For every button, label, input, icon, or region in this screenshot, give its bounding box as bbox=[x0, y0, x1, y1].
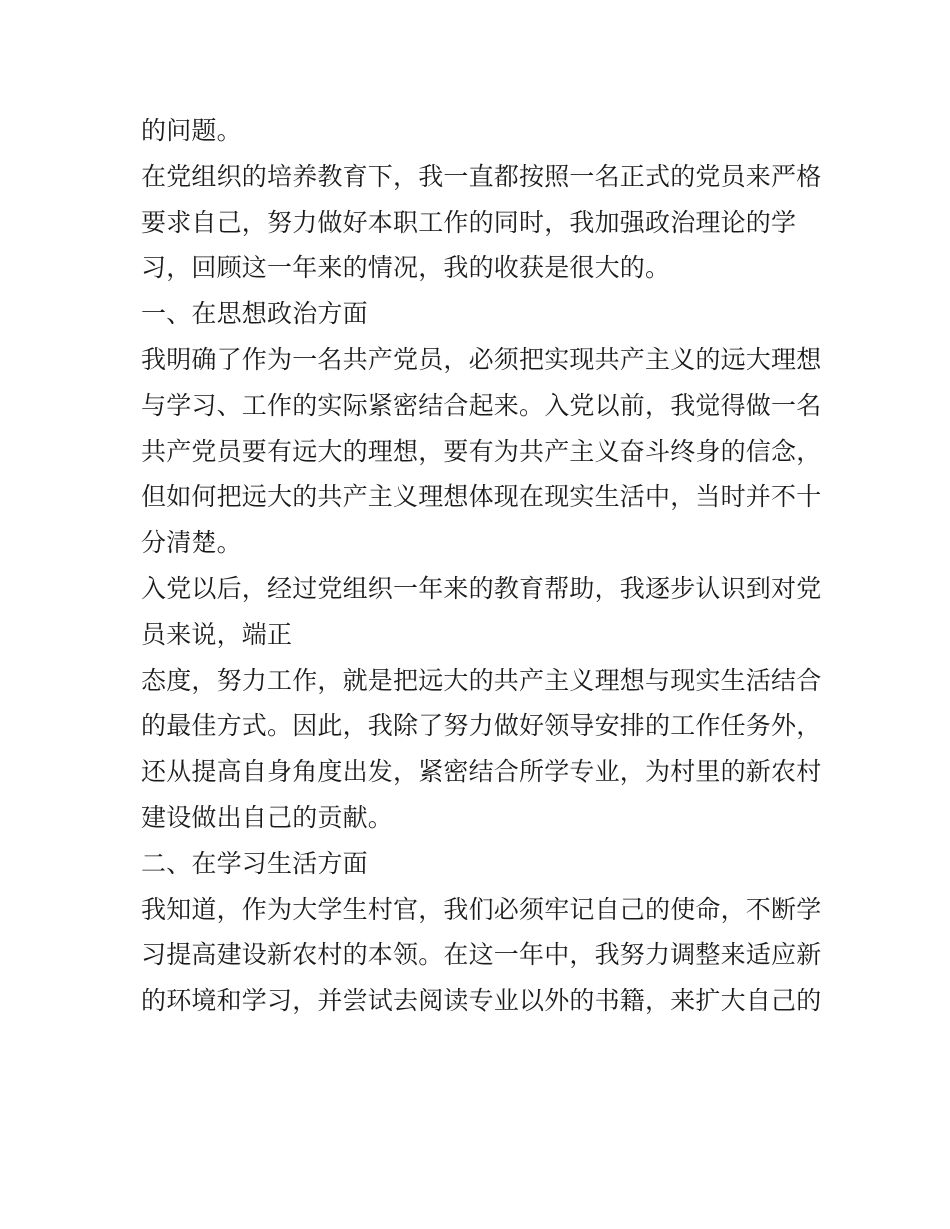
text-line: 还从提高自身角度出发，紧密结合所学专业，为村里的新农村 bbox=[141, 757, 822, 787]
section-heading: 二、在学习生活方面 bbox=[141, 848, 368, 878]
text-line: 建设做出自己的贡献。 bbox=[141, 802, 394, 832]
text-line: 的问题。 bbox=[141, 116, 242, 145]
text-line: 我明确了作为一名共产党员，必须把实现共产主义的远大理想 bbox=[141, 344, 822, 374]
text-line: 的最佳方式。因此，我除了努力做好领导安排的工作任务外， bbox=[141, 711, 822, 741]
text-line: 共产党员要有远大的理想，要有为共产主义奋斗终身的信念， bbox=[141, 436, 822, 466]
text-line: 的环境和学习，并尝试去阅读专业以外的书籍，来扩大自己的 bbox=[141, 986, 822, 1016]
text-line: 态度，努力工作，就是把远大的共产主义理想与现实生活结合 bbox=[141, 665, 822, 695]
section-heading: 一、在思想政治方面 bbox=[141, 299, 368, 329]
text-line: 员来说，端正 bbox=[141, 619, 293, 649]
text-line: 分清楚。 bbox=[141, 528, 242, 558]
text-line: 习提高建设新农村的本领。在这一年中，我努力调整来适应新 bbox=[141, 940, 822, 970]
text-line: 与学习、工作的实际紧密结合起来。入党以前，我觉得做一名 bbox=[141, 390, 822, 420]
text-line: 我知道，作为大学生村官，我们必须牢记自己的使命，不断学 bbox=[141, 894, 822, 924]
body-text bbox=[141, 108, 821, 1024]
text-line: 入党以后，经过党组织一年来的教育帮助，我逐步认识到对党 bbox=[141, 573, 822, 603]
text-line: 要求自己，努力做好本职工作的同时，我加强政治理论的学 bbox=[141, 207, 797, 237]
text-line: 习，回顾这一年来的情况，我的收获是很大的。 bbox=[141, 253, 671, 283]
text-line: 但如何把远大的共产主义理想体现在现实生活中，当时并不十 bbox=[141, 482, 822, 512]
text-line: 在党组织的培养教育下，我一直都按照一名正式的党员来严格 bbox=[141, 161, 822, 191]
